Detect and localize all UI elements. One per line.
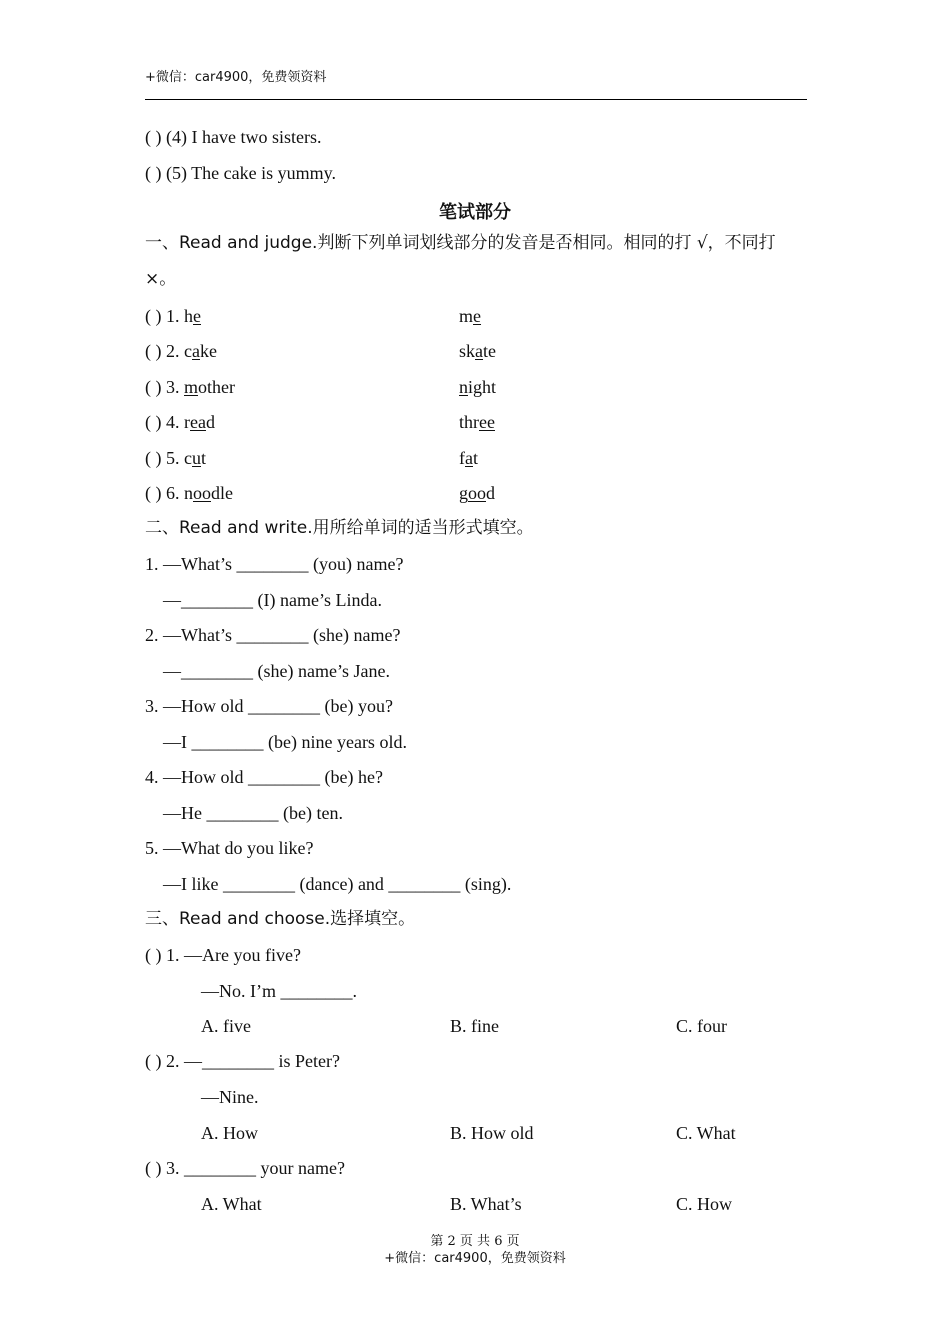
underlined-sound: ea (190, 412, 206, 432)
compare-word: night (459, 377, 497, 397)
option-c: C. What (676, 1123, 736, 1143)
item-label: ( ) 1. (145, 306, 184, 326)
compare-word: three (459, 412, 495, 432)
choice-reply-2: —Nine. (201, 1087, 259, 1107)
written-section-title: 笔试部分 (439, 202, 511, 223)
word-part: ke (200, 341, 217, 361)
choice-question-1: ( ) 1. —Are you five? (145, 945, 301, 965)
judge-item (145, 376, 497, 398)
word-part: t (201, 448, 207, 468)
header-divider (145, 99, 807, 100)
item-label: ( ) 4. (145, 412, 184, 432)
choice-options-1 (201, 1015, 801, 1037)
compare-word: skate (459, 341, 497, 361)
judge-item (145, 340, 497, 362)
underlined-sound: m (184, 377, 199, 397)
fill-answer: —________ (she) name’s Jane. (163, 661, 390, 681)
fill-question: 5. —What do you like? (145, 838, 314, 858)
judge-item (145, 447, 479, 469)
choice-options-2 (201, 1122, 801, 1144)
word-part: n (184, 483, 193, 503)
choice-question-3: ( ) 3. ________ your name? (145, 1158, 345, 1178)
option-c: C. How (676, 1194, 733, 1214)
choice-options-3 (201, 1193, 801, 1215)
fill-answer: —________ (I) name’s Linda. (163, 590, 382, 610)
fill-question: 3. —How old ________ (be) you? (145, 696, 393, 716)
option-b: B. How old (450, 1123, 534, 1143)
compare-word: fat (459, 448, 479, 468)
item-label: ( ) 2. (145, 341, 184, 361)
fill-question: 4. —How old ________ (be) he? (145, 767, 383, 787)
choice-question-2: ( ) 2. —________ is Peter? (145, 1051, 340, 1071)
word-part: c (184, 341, 192, 361)
underlined-sound: oo (193, 483, 211, 503)
fill-answer: —He ________ (be) ten. (163, 803, 343, 823)
judge-item (145, 411, 495, 433)
option-b: B. What’s (450, 1194, 522, 1214)
word-part: r (184, 412, 190, 432)
word-part: c (184, 448, 192, 468)
compare-word: me (459, 306, 482, 326)
judge-item (145, 305, 482, 327)
compare-word: good (459, 483, 495, 503)
fill-answer: —I like ________ (dance) and ________ (sing). (163, 874, 512, 894)
word-part: other (198, 377, 235, 397)
footer-note: +微信：car4900，免费领资料 (384, 1251, 566, 1266)
part3-heading: 三、Read and choose.选择填空。 (145, 909, 416, 929)
listening-question-5: ( ) (5) The cake is yummy. (145, 163, 336, 183)
fill-question: 1. —What’s ________ (you) name? (145, 554, 404, 574)
word-part: dle (211, 483, 233, 503)
option-b: B. fine (450, 1016, 499, 1036)
item-label: ( ) 3. (145, 377, 184, 397)
option-a: A. five (201, 1016, 251, 1036)
fill-question: 2. —What’s ________ (she) name? (145, 625, 401, 645)
part1-heading: 一、Read and judge.判断下列单词划线部分的发音是否相同。相同的打 √，不同打 (145, 233, 776, 253)
underlined-sound: e (193, 306, 201, 326)
option-c: C. four (676, 1016, 727, 1036)
choice-reply-1: —No. I’m ________. (201, 981, 357, 1001)
item-label: ( ) 6. (145, 483, 184, 503)
underlined-sound: u (192, 448, 201, 468)
item-label: ( ) 5. (145, 448, 184, 468)
judge-item (145, 482, 495, 504)
part2-heading: 二、Read and write.用所给单词的适当形式填空。 (145, 518, 534, 538)
header-note: +微信：car4900，免费领资料 (145, 70, 327, 85)
option-a: A. What (201, 1194, 262, 1214)
listening-question-4: ( ) (4) I have two sisters. (145, 127, 322, 147)
page-number: 第 2 页 共 6 页 (430, 1234, 520, 1249)
word-part: h (184, 306, 193, 326)
part1-heading-cont: ×。 (145, 269, 177, 289)
option-a: A. How (201, 1123, 258, 1143)
fill-answer: —I ________ (be) nine years old. (163, 732, 407, 752)
underlined-sound: a (192, 341, 200, 361)
word-part: d (205, 412, 215, 432)
